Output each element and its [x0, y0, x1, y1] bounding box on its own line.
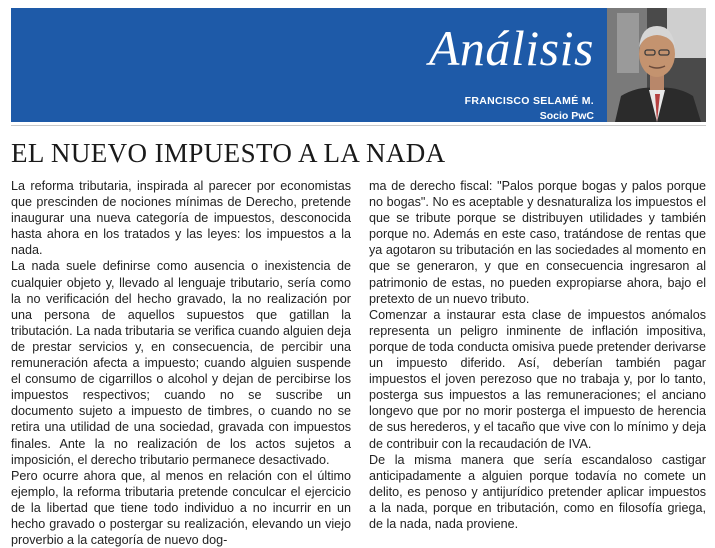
paragraph: Pero ocurre ahora que, al menos en relación con el último ejemplo, la reforma tributaria pretende conculcar el ejercicio de la libertad que tiene todo individuo a no incurrir en un hecho gravado o postergar su realización, elevando un viejo proverbio a la categoría de nuevo dog-	[11, 468, 351, 548]
author-role: Socio PwC	[539, 110, 594, 122]
article-column-right	[369, 178, 706, 532]
section-banner	[11, 8, 706, 122]
divider	[11, 125, 706, 126]
paragraph: La reforma tributaria, inspirada al parecer por economistas que prescinden de nociones mínimas de Derecho, pretende inaugurar una nueva categoría de impuestos, desconocida hasta ahora en los tratados y las leyes: los impuestos a la nada.	[11, 179, 351, 258]
paragraph: La nada suele definirse como ausencia o inexistencia de cualquier objeto y, llevado al lenguaje tributario, sería como la no verificación del hecho gravado, la no realización por una persona de aquellos supuestos que gatillan la tributación. La nada tributaria se verifica cuando alguien deja de prestar servicios y, en consecuencia, de percibir una remuneración afecta a impuesto; cuando alguien suspende el consumo de cigarrillos o alcohol y dejan de percibirse los impuestos respectivos; cuando no se suscribe un documento sujeto a impuesto de timbres, o cuando no se retira una utilidad de una sociedad, gravada con impuestos finales. Ante la no realización de los actos sujetos a imposición, el derecho tributario permanece desactivado.	[11, 259, 351, 467]
author-photo	[607, 8, 706, 122]
paragraph: De la misma manera que sería escandaloso castigar anticipadamente a alguien porque todavía no comete un delito, es penoso y antijurídico pretender aplicar impuestos a la nada, porque en tributación, como en filosofía griega, de la nada, nada proviene.	[369, 452, 706, 531]
article-headline: EL NUEVO IMPUESTO A LA NADA	[11, 138, 446, 168]
author-name: FRANCISCO SELAMÉ M.	[464, 95, 594, 107]
section-title: Análisis	[428, 20, 594, 76]
paragraph: ma de derecho fiscal: "Palos porque bogas y palos porque no bogas". No es aceptable y desnaturaliza los impuestos el que se tribute porque se distribuyen utilidades y también porque no. Además en este caso, tratándose de rentas que ya agotaron su tributación en las sociedades al momento en que se generaron, y que en consecuencia ingresaron al patrimonio de estas, no pueden expropiarse ahora, bajo el pretexto de un nuevo tributo.	[369, 179, 706, 306]
paragraph: Comenzar a instaurar esta clase de impuestos anómalos representa un peligro inminente de inflación impositiva, porque de toda conducta omisiva puede pretender derivarse un impuesto diferido. Así, deberían también pagar impuestos el joven perezoso que no trabaja y, por lo tanto, posterga sus impuestos a las remuneraciones; el anciano longevo que por no morir posterga el impuesto de herencia de sus herederos, y el tacaño que vive con lo mínimo y deja de contribuir con la recaudación de IVA.	[369, 307, 706, 451]
article-column-left	[11, 178, 351, 548]
